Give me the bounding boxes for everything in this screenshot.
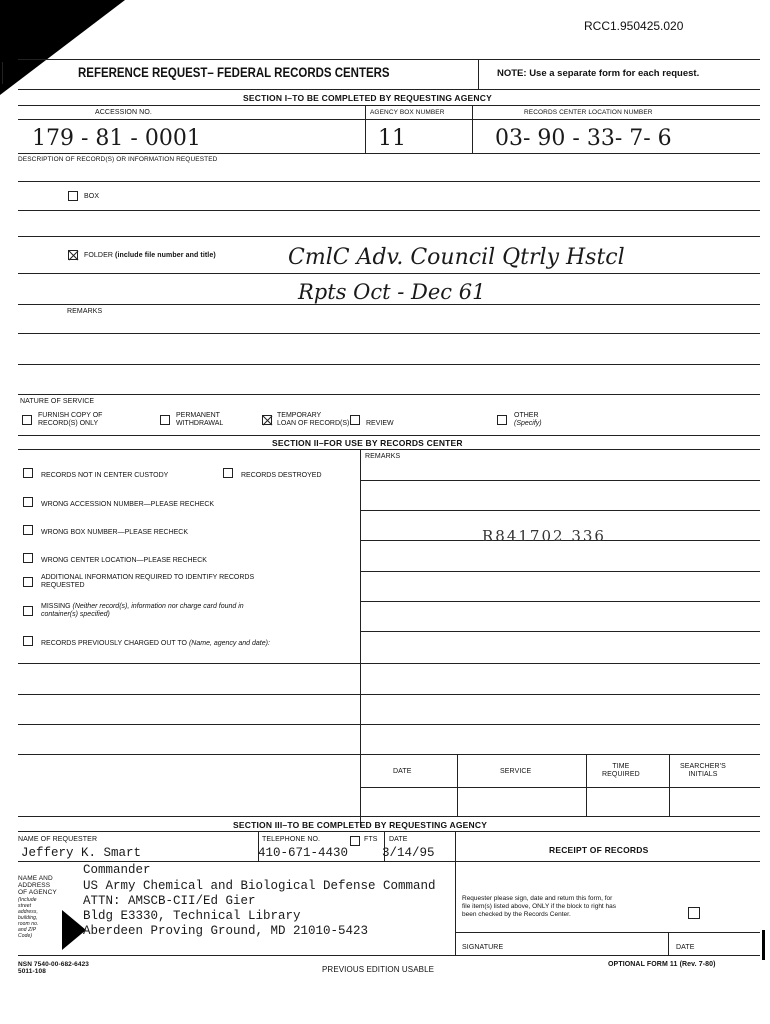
option-previously-charged-checkbox[interactable] — [23, 636, 33, 646]
option-wrong-accession-checkbox[interactable] — [23, 497, 33, 507]
location-label: RECORDS CENTER LOCATION NUMBER — [524, 109, 653, 116]
signature-label: SIGNATURE — [462, 944, 504, 951]
description-label: DESCRIPTION OF RECORD(S) OR INFORMATION REQUESTED — [18, 156, 218, 163]
option-wrong-location-checkbox[interactable] — [23, 553, 33, 563]
option-wrong-box-label: WRONG BOX NUMBER—PLEASE RECHECK — [41, 529, 189, 536]
receipt-instructions: Requester please sign, date and return this form, for file item(s) listed above, ONLY if the block to right has been checked by the Records Center. — [462, 895, 617, 918]
table-header-initials: SEARCHER'S INITIALS — [680, 763, 726, 778]
service-other-checkbox[interactable] — [497, 415, 507, 425]
section-2-remarks-handwritten: R841702 336 — [482, 527, 606, 545]
date-field[interactable]: 3/14/95 — [382, 846, 435, 860]
requester-name-label: NAME OF REQUESTER — [18, 836, 98, 843]
service-temporary-loan-label: TEMPORARY LOAN OF RECORD(S) — [277, 412, 350, 427]
folder-title-line-1[interactable]: CmlC Adv. Council Qtrly Hstcl — [288, 245, 625, 270]
folder-checkbox[interactable] — [68, 250, 78, 260]
service-temporary-loan-checkbox[interactable] — [262, 415, 272, 425]
receipt-of-records-title: RECEIPT OF RECORDS — [549, 845, 649, 855]
service-furnish-copy-label: FURNISH COPY OF RECORD(S) ONLY — [38, 412, 103, 427]
agency-address-line-3[interactable]: ATTN: AMSCB-CII/Ed Gier — [83, 894, 256, 908]
folder-label — [84, 252, 216, 259]
service-permanent-withdrawal-label: PERMANENT WITHDRAWAL — [176, 412, 224, 427]
telephone-field[interactable]: 410-671-4430 — [258, 846, 349, 860]
remarks-label: REMARKS — [67, 308, 103, 315]
date-label: DATE — [389, 836, 408, 843]
nature-of-service-label: NATURE OF SERVICE — [20, 398, 95, 405]
form-title: REFERENCE REQUEST– FEDERAL RECORDS CENTERS — [78, 65, 390, 80]
option-wrong-location-label: WRONG CENTER LOCATION—PLEASE RECHECK — [41, 557, 207, 564]
accession-label: ACCESSION NO. — [95, 109, 152, 116]
accession-number-field[interactable]: 179 - 81 - 0001 — [32, 126, 201, 151]
document-id: RCC1.950425.020 — [584, 19, 684, 33]
option-records-destroyed-label: RECORDS DESTROYED — [241, 472, 322, 479]
service-review-label: REVIEW — [366, 420, 394, 427]
section-1-title: SECTION I–TO BE COMPLETED BY REQUESTING AGENCY — [243, 93, 492, 103]
footer-previous-edition: PREVIOUS EDITION USABLE — [322, 965, 435, 974]
service-permanent-withdrawal-checkbox[interactable] — [160, 415, 170, 425]
option-not-in-custody-checkbox[interactable] — [23, 468, 33, 478]
service-furnish-copy-checkbox[interactable] — [22, 415, 32, 425]
table-header-time: TIME REQUIRED — [602, 763, 640, 778]
agency-address-label: NAME AND ADDRESS OF AGENCY — [18, 875, 57, 896]
footer-form-number: OPTIONAL FORM 11 (Rev. 7-80) — [608, 961, 716, 968]
option-wrong-accession-label: WRONG ACCESSION NUMBER—PLEASE RECHECK — [41, 501, 215, 508]
service-review-checkbox[interactable] — [350, 415, 360, 425]
folder-hint: (include file number and title) — [115, 252, 216, 259]
fts-label: FTS — [364, 836, 378, 843]
agency-address-line-5[interactable]: Aberdeen Proving Ground, MD 21010-5423 — [83, 924, 369, 938]
agency-address-line-1[interactable]: Commander — [83, 863, 151, 877]
option-records-destroyed-checkbox[interactable] — [223, 468, 233, 478]
form-note: NOTE: Use a separate form for each request. — [497, 68, 700, 79]
agency-address-line-4[interactable]: Bldg E3330, Technical Library — [83, 909, 301, 923]
option-missing-checkbox[interactable] — [23, 606, 33, 616]
agency-box-label: AGENCY BOX NUMBER — [370, 109, 445, 116]
signature-date-label: DATE — [676, 944, 695, 951]
folder-title-line-2[interactable]: Rpts Oct - Dec 61 — [298, 280, 486, 304]
option-previously-charged-label: RECORDS PREVIOUSLY CHARGED OUT TO (Name, agency and date): — [41, 640, 270, 647]
requester-name-field[interactable]: Jeffery K. Smart — [21, 846, 142, 860]
option-wrong-box-checkbox[interactable] — [23, 525, 33, 535]
agency-address-line-2[interactable]: US Army Chemical and Biological Defense Command — [83, 879, 436, 893]
section-3-title: SECTION III–TO BE COMPLETED BY REQUESTING AGENCY — [233, 820, 488, 830]
option-additional-info-checkbox[interactable] — [23, 577, 33, 587]
agency-box-number-field[interactable]: 11 — [378, 126, 406, 151]
option-additional-info-label: ADDITIONAL INFORMATION REQUIRED TO IDENTIFY RECORDS REQUESTED — [41, 574, 255, 589]
receipt-checked-box[interactable] — [688, 907, 700, 919]
option-missing-label: MISSING (Neither record(s), information nor charge card found in container(s) specified) — [41, 603, 244, 618]
folder-label-text: FOLDER — [84, 252, 113, 259]
service-other-label: OTHER (Specify) — [514, 412, 542, 427]
box-checkbox[interactable] — [68, 191, 78, 201]
scan-corner-artifact — [0, 0, 125, 95]
option-not-in-custody-label: RECORDS NOT IN CENTER CUSTODY — [41, 472, 169, 479]
fts-checkbox[interactable] — [350, 836, 360, 846]
section-2-title: SECTION II–FOR USE BY RECORDS CENTER — [272, 438, 463, 448]
agency-address-hint: (Include street address, building, room no. and ZIP Code) — [18, 897, 39, 939]
table-header-date: DATE — [393, 768, 412, 775]
section-2-remarks-label: REMARKS — [365, 453, 401, 460]
location-number-field[interactable]: 03- 90 - 33- 7- 6 — [495, 126, 672, 151]
footer-nsn: NSN 7540-00-682-6423 5011-108 — [18, 961, 90, 975]
telephone-label: TELEPHONE NO. — [262, 836, 321, 843]
table-header-service: SERVICE — [500, 768, 532, 775]
box-label: BOX — [84, 193, 100, 200]
